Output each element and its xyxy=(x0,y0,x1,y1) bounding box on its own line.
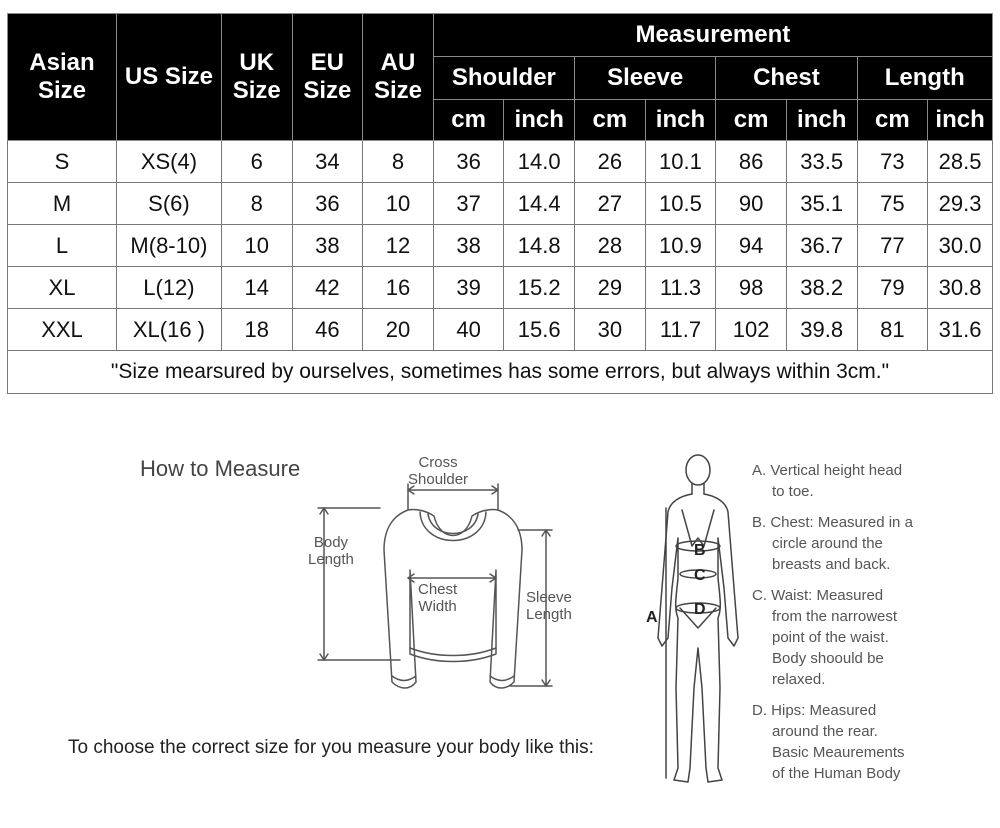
table-cell: S xyxy=(8,141,117,183)
table-row xyxy=(8,309,993,351)
table-cell: 11.7 xyxy=(645,309,716,351)
note-waist: C. Waist: Measured from the narrowest point of the waist. Body shoould be relaxed. xyxy=(752,587,898,688)
header-unit: inch xyxy=(645,100,716,141)
table-cell: XS(4) xyxy=(116,141,221,183)
table-note-row xyxy=(8,351,993,394)
table-cell: 15.2 xyxy=(504,267,575,309)
chest-width-label: Chest Width xyxy=(418,581,458,615)
note-height: A. Vertical height head to toe. xyxy=(752,462,903,500)
table-cell: 36.7 xyxy=(786,225,857,267)
label-b: B xyxy=(694,542,706,559)
table-cell: 40 xyxy=(433,309,504,351)
table-row xyxy=(8,183,993,225)
table-cell: M xyxy=(8,183,117,225)
table-cell: S(6) xyxy=(116,183,221,225)
header-unit: cm xyxy=(857,100,928,141)
size-chart-table xyxy=(7,13,993,394)
label-a: A xyxy=(646,609,658,626)
table-cell: 29.3 xyxy=(928,183,993,225)
table-cell: 14.0 xyxy=(504,141,575,183)
table-cell: 10.9 xyxy=(645,225,716,267)
table-cell: 10 xyxy=(221,225,292,267)
table-cell: 38 xyxy=(292,225,363,267)
note-chest: B. Chest: Measured in a circle around the breasts and back. xyxy=(752,514,913,573)
table-cell: 46 xyxy=(292,309,363,351)
header-eu-size: EU Size xyxy=(292,14,363,141)
header-unit: inch xyxy=(928,100,993,141)
table-cell: 38.2 xyxy=(786,267,857,309)
label-d: D xyxy=(694,601,706,618)
table-cell: 29 xyxy=(575,267,646,309)
table-cell: 26 xyxy=(575,141,646,183)
table-cell: 10.1 xyxy=(645,141,716,183)
table-cell: 16 xyxy=(363,267,434,309)
table-cell: 38 xyxy=(433,225,504,267)
table-cell: 28.5 xyxy=(928,141,993,183)
table-cell: 90 xyxy=(716,183,787,225)
table-cell: 8 xyxy=(221,183,292,225)
table-cell: 79 xyxy=(857,267,928,309)
table-cell: L(12) xyxy=(116,267,221,309)
table-cell: 20 xyxy=(363,309,434,351)
header-unit: cm xyxy=(433,100,504,141)
header-unit: cm xyxy=(575,100,646,141)
table-cell: XXL xyxy=(8,309,117,351)
header-unit: inch xyxy=(504,100,575,141)
header-unit: cm xyxy=(716,100,787,141)
table-cell: 31.6 xyxy=(928,309,993,351)
label-c: C xyxy=(694,567,706,584)
table-cell: 77 xyxy=(857,225,928,267)
cross-shoulder-label: Cross Shoulder xyxy=(408,454,469,488)
header-shoulder: Shoulder xyxy=(433,57,574,100)
table-cell: 11.3 xyxy=(645,267,716,309)
measurement-disclaimer: "Size mearsured by ourselves, sometimes has some errors, but always within 3cm." xyxy=(8,351,993,394)
header-us-size: US Size xyxy=(116,14,221,141)
table-cell: 81 xyxy=(857,309,928,351)
header-length: Length xyxy=(857,57,992,100)
header-unit: inch xyxy=(786,100,857,141)
table-row xyxy=(8,141,993,183)
table-cell: XL xyxy=(8,267,117,309)
header-sleeve: Sleeve xyxy=(575,57,716,100)
table-cell: L xyxy=(8,225,117,267)
table-cell: 42 xyxy=(292,267,363,309)
header-au-size: AU Size xyxy=(363,14,434,141)
how-to-measure-title: How to Measure xyxy=(140,456,301,481)
sleeve-length-label: Sleeve Length xyxy=(526,589,572,623)
header-uk-size: UK Size xyxy=(221,14,292,141)
table-cell: 34 xyxy=(292,141,363,183)
body-length-label: Body Length xyxy=(308,534,354,568)
table-cell: 98 xyxy=(716,267,787,309)
table-cell: 35.1 xyxy=(786,183,857,225)
table-cell: 28 xyxy=(575,225,646,267)
table-cell: 36 xyxy=(292,183,363,225)
table-cell: 27 xyxy=(575,183,646,225)
header-asian-size: Asian Size xyxy=(8,14,117,141)
table-cell: 102 xyxy=(716,309,787,351)
table-cell: 94 xyxy=(716,225,787,267)
table-cell: 12 xyxy=(363,225,434,267)
table-cell: 30 xyxy=(575,309,646,351)
table-cell: 39 xyxy=(433,267,504,309)
table-cell: 18 xyxy=(221,309,292,351)
table-cell: 36 xyxy=(433,141,504,183)
measure-instruction: To choose the correct size for you measure your body like this: xyxy=(68,737,594,758)
table-row xyxy=(8,267,993,309)
table-cell: 6 xyxy=(221,141,292,183)
table-cell: 14.8 xyxy=(504,225,575,267)
table-cell: 14.4 xyxy=(504,183,575,225)
table-cell: 14 xyxy=(221,267,292,309)
table-cell: 10.5 xyxy=(645,183,716,225)
table-cell: 30.0 xyxy=(928,225,993,267)
table-cell: 15.6 xyxy=(504,309,575,351)
table-cell: XL(16 ) xyxy=(116,309,221,351)
table-cell: 39.8 xyxy=(786,309,857,351)
table-row xyxy=(8,225,993,267)
measurement-notes xyxy=(752,460,992,794)
table-cell: 33.5 xyxy=(786,141,857,183)
table-cell: M(8-10) xyxy=(116,225,221,267)
table-cell: 30.8 xyxy=(928,267,993,309)
table-cell: 73 xyxy=(857,141,928,183)
header-measurement: Measurement xyxy=(433,14,992,57)
table-cell: 10 xyxy=(363,183,434,225)
table-cell: 75 xyxy=(857,183,928,225)
table-cell: 8 xyxy=(363,141,434,183)
table-cell: 86 xyxy=(716,141,787,183)
note-hips: D. Hips: Measured around the rear. Basic Meaurements of the Human Body xyxy=(752,702,905,782)
table-cell: 37 xyxy=(433,183,504,225)
header-chest: Chest xyxy=(716,57,857,100)
